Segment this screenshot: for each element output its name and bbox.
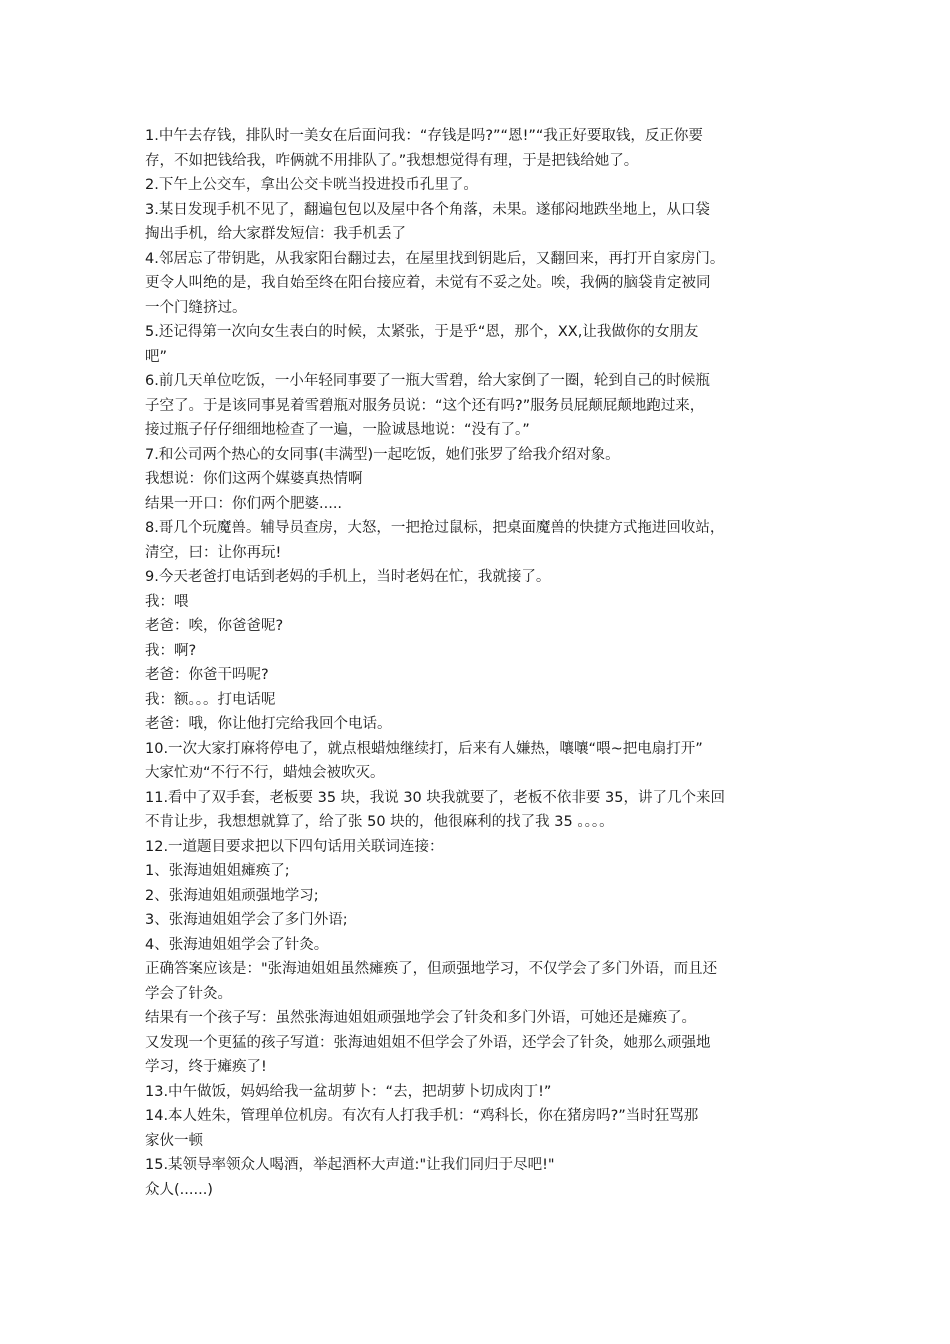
text-line: 老爸：你爸干吗呢? xyxy=(145,667,269,683)
text-line: 10.一次大家打麻将停电了，就点根蜡烛继续打，后来有人嫌热，嚷嚷“喂~把电扇打开” xyxy=(145,740,703,757)
text-line: 13.中午做饭，妈妈给我一盆胡萝卜：“去，把胡萝卜切成肉丁!” xyxy=(145,1083,552,1100)
text-line: 学习，终于瘫痪了! xyxy=(145,1059,267,1075)
text-line: 众人(......) xyxy=(145,1181,213,1198)
text-line: 不肯让步，我想想就算了，给了张 50 块的，他很麻利的找了我 35 。。。。 xyxy=(145,814,614,830)
text-line: 清空，曰：让你再玩! xyxy=(145,544,282,561)
text-line: 更令人叫绝的是，我自始至终在阳台接应着，未觉有不妥之处。唉，我俩的脑袋肯定被同 xyxy=(145,275,711,291)
text-line: 吧” xyxy=(145,348,168,365)
text-line: 12.一道题目要求把以下四句话用关联词连接： xyxy=(145,838,444,855)
text-line: 我：喂 xyxy=(145,593,189,610)
text-line: 子空了。于是该同事晃着雪碧瓶对服务员说：“这个还有吗?”服务员屁颠屁颠地跑过来， xyxy=(145,397,705,414)
text-line: 我：额。。。打电话呢 xyxy=(145,691,276,708)
text-line: 结果一开口：你们两个肥婆..... xyxy=(145,495,343,512)
text-line: 大家忙劝“不行不行，蜡烛会被吹灭。 xyxy=(145,765,385,781)
text-line: 学会了针灸。 xyxy=(145,985,232,1002)
text-line: 14.本人姓朱，管理单位机房。有次有人打我手机：“鸡科长，你在猪房吗?”当时狂骂那 xyxy=(145,1108,699,1124)
text-line: 15.某领导率领众人喝酒，举起酒杯大声道:"让我们同归于尽吧!" xyxy=(145,1157,555,1173)
text-line: 6.前几天单位吃饭，一小年轻同事要了一瓶大雪碧，给大家倒了一圈，轮到自己的时候瓶 xyxy=(145,373,710,389)
text-line: 老爸：唉，你爸爸呢? xyxy=(145,618,284,634)
text-line: 1.中午去存钱，排队时一美女在后面问我：“存钱是吗?”“恩!”“我正好要取钱，反正你要 xyxy=(145,128,703,144)
text-line: 又发现一个更猛的孩子写道：张海迪姐姐不但学会了外语，还学会了针灸，她那么顽强地 xyxy=(145,1034,711,1051)
text-line: 老爸：哦，你让他打完给我回个电话。 xyxy=(145,716,392,732)
text-line: 一个门缝挤过。 xyxy=(145,299,247,316)
text-line: 接过瓶子仔仔细细地检查了一遍，一脸诚恳地说：“没有了。” xyxy=(145,422,530,438)
text-line: 掏出手机，给大家群发短信：我手机丢了 xyxy=(145,226,406,242)
text-line: 我：啊? xyxy=(145,642,197,659)
text-line: 11.看中了双手套，老板要 35 块，我说 30 块我就要了，老板不依非要 35，讲了几个来回 xyxy=(145,789,725,806)
text-line: 正确答案应该是："张海迪姐姐虽然瘫痪了，但顽强地学习，不仅学会了多门外语，而且还 xyxy=(145,961,718,977)
text-line: 9.今天老爸打电话到老妈的手机上，当时老妈在忙，我就接了。 xyxy=(145,569,551,585)
text-line: 结果有一个孩子写：虽然张海迪姐姐顽强地学会了针灸和多门外语，可她还是瘫痪了。 xyxy=(145,1010,696,1026)
text-line: 1、张海迪姐姐瘫痪了; xyxy=(145,863,290,879)
text-line: 2、张海迪姐姐顽强地学习; xyxy=(145,887,319,904)
text-line: 4、张海迪姐姐学会了针灸。 xyxy=(145,936,329,953)
text-line: 5.还记得第一次向女生表白的时候，太紧张，于是乎“恩，那个，XX,让我做你的女朋友 xyxy=(145,324,699,340)
text-line: 7.和公司两个热心的女同事(丰满型)一起吃饭，她们张罗了给我介绍对象。 xyxy=(145,446,620,463)
text-line: 3.某日发现手机不见了，翻遍包包以及屋中各个角落，未果。遂郁闷地跌坐地上，从口袋 xyxy=(145,201,710,218)
document-body xyxy=(145,124,815,1202)
text-line: 8.哥几个玩魔兽。辅导员查房，大怒，一把抢过鼠标，把桌面魔兽的快捷方式拖进回收站， xyxy=(145,520,725,536)
text-line: 2.下午上公交车，拿出公交卡咣当投进投币孔里了。 xyxy=(145,177,478,193)
text-line: 3、张海迪姐姐学会了多门外语; xyxy=(145,912,348,928)
text-line: 4.邻居忘了带钥匙，从我家阳台翻过去，在屋里找到钥匙后，又翻回来，再打开自家房门。 xyxy=(145,250,725,267)
text-line: 我想说：你们这两个媒婆真热情啊 xyxy=(145,471,363,487)
text-line: 存，不如把钱给我，咋俩就不用排队了。”我想想觉得有理，于是把钱给她了。 xyxy=(145,152,639,169)
text-line: 家伙一顿 xyxy=(145,1132,203,1149)
